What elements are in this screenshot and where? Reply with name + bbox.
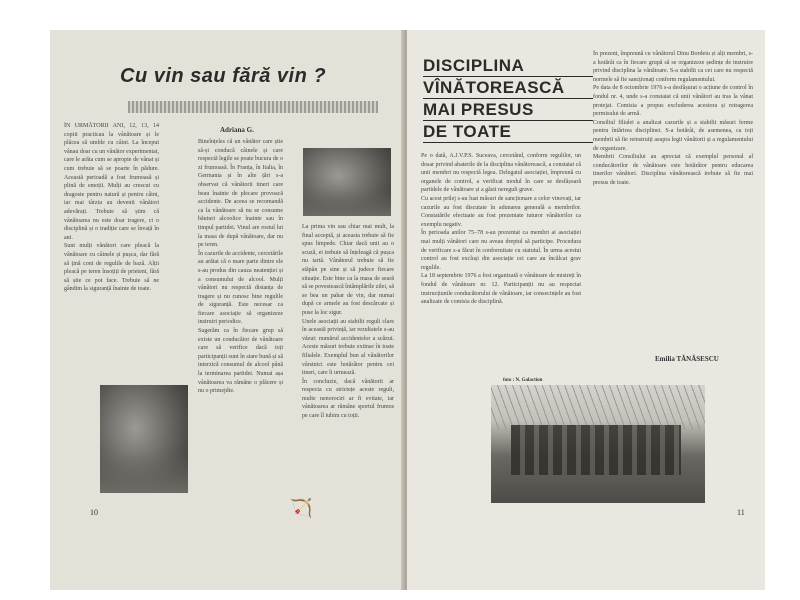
left-title-text: Cu vin sau fără vin ? <box>120 65 327 87</box>
paragraph: Consiliul filialei a analizat cazurile și a stabilit măsuri ferme pentru întărirea disciplinei. S-a hotărât, de asemenea, ca toți membrii să fie reinstruiți asupra legii vânătorii și a regulamentului de organizare. <box>593 119 753 152</box>
paragraph: La prima vin sau chiar mai mult, la final acceptă, și aceasta trebuie să fie spus limpede. Chiar dacă unii au o scuză, ei trebuie să înțeleagă că pușca nu iartă. Vânătorul trebuie să fie stăpân pe sine și să judece fiecare situație. Este bine ca la masa de seară să se povestească întâmplările zilei, să se bea un pahar de vin, dar numai după ce armele au fost descărcate și puse la loc sigur. <box>302 224 394 316</box>
title-line: DISCIPLINA <box>423 56 593 77</box>
photo-hunters <box>511 425 681 475</box>
photo-shading <box>100 450 188 493</box>
paragraph: În prezent, împreună cu vânătorul Dinu Bordeiu și alți membri, s-a hotărât ca în fiecare grupă să se organizeze ședințe de instruire privind disciplina la vânătoare. S-a stabilit ca cei care nu respectă normele să fie sancționați conform regulamentului. <box>593 51 753 83</box>
paragraph: Sunt mulți vânători care pleacă la vânătoare cu câinele și pușca, dar fără să țină cont de regulile de bază. Alții pleacă pe teren însoțiți de prieteni, fără să știe ce pot face. Trebuie să ne gândim la siguranță înainte de toate. <box>64 243 159 293</box>
paragraph: Cu acest prilej s-au luat măsuri de sancționare a celor vinovați, iar cazurile au fost discutate în adunarea generală a membrilor. Constatările efectuate au fost prezentate tuturor vânătorilor ca exemplu negativ. <box>421 195 581 228</box>
photo-caption: foto : N. Galaction <box>503 378 543 383</box>
paragraph: Bineînțeles că un vânător care știe să-și conducă câinele și care respectă legile se poate bucura de o zi frumoasă. În Franța, în Italia, în Germania și în alte țări s-a observat că vânătorii tineri care beau înainte de plecare provoacă accidente. De aceea se recomandă ca la vânătoare să nu se consume băuturi alcoolice înainte sau în timpul partidei. Vinul are rostul lui la masa de după vânătoare, dar nu pe teren. <box>198 139 283 249</box>
title-decoration <box>128 101 378 113</box>
right-column-2 <box>593 50 753 350</box>
page-number-right: 11 <box>737 508 745 517</box>
right-column-1 <box>421 152 581 382</box>
left-column-1 <box>64 122 159 392</box>
photo-trees <box>491 385 705 430</box>
author-name: Adriana G. <box>220 126 254 134</box>
article-signature: Emilia TĂNĂSESCU <box>655 355 719 363</box>
paragraph: Sugerăm ca în fiecare grup să existe un conducător de vânătoare care să verifice dacă toți participanții sunt în stare bună și să interzică consumul de alcool până la terminarea partidei. Numai așa vânătoarea va rămâne o plăcere și nu o primejdie. <box>198 328 283 395</box>
bird-close-up-photo <box>303 148 391 216</box>
paragraph: În concluzie, dacă vânătorii ar respecta cu strictețe aceste reguli, multe nenorociri ar fi evitate, iar vânătoarea ar rămâne sportul frumos pe care îl iubim cu toții. <box>302 378 394 420</box>
left-column-3 <box>302 223 394 543</box>
hunter-with-fish-photo <box>100 385 188 493</box>
left-article-title <box>120 65 380 95</box>
paragraph: În cazurile de accidente, cercetările au arătat că o mare parte dintre ele s-au produs din cauza neatenției și a consumului de alcool. Mulți vânători nu respectă distanța de tragere și nu cunosc bine regulile de siguranță. Este necesar ca fiecare asociație să organizeze instruiri periodice. <box>198 250 283 326</box>
paragraph: În perioada anilor 75–78 s-au prezentat ca membri ai asociației mai mulți vânători care nu aveau dreptul să participe. Procedura de verificare s-a făcut în conformitate cu statutul. În urma acestui control au fost excluși din asociație cei care au încălcat grav regulile. <box>421 230 581 271</box>
hunters-group-photo <box>491 385 705 503</box>
magazine-spread <box>50 30 765 590</box>
photo-shading <box>303 189 391 216</box>
paragraph: Membrii Consiliului au apreciat că exemplul personal al conducătorilor de vânătoare este hotărâtor pentru educarea tinerilor vânători. Disciplina vânătorească trebuie să fie mai presus de toate. <box>593 154 753 186</box>
paragraph: La 18 septembrie 1976 a fost organizată o vânătoare de mistreți în fondul de vânătoare nr. 12. Participanții nu au respectat instrucțiunile conducătorului de vânătoare, iar consecințele au fost analizate de comisia de disciplină. <box>421 273 581 306</box>
paragraph: Unele asociații au stabilit reguli clare în această privință, iar rezultatele s-au văzut: numărul accidentelor a scăzut. Aceste măsuri trebuie extinse în toate filialele. Exemplul bun al vânătorilor vârstnici este hotărâtor pentru cei tineri, care îi urmează. <box>302 318 394 377</box>
left-page <box>50 30 405 590</box>
page-number-left: 10 <box>90 508 98 517</box>
title-line: VÎNĂTOREASCĂ <box>423 78 593 99</box>
paragraph: ÎN URMĂTORII ANI, 12, 13, 14 copiii practicau la vânătoare și le plăcea să umble cu câini. La început vânau doar cu un vânător experimentat, care le arăta cum se apropie de vânat și cum trebuie să se poarte în pădure. Această perioadă a fost frumoasă și plină de emoții. Mulți au crescut cu dragoste pentru natură și pentru câini, iar mai târziu au devenit vânători adevărați. Trebuie să știm că vânătoarea nu este doar tragere, ci o disciplină și o tradiție care se învață în ani. <box>64 123 159 241</box>
title-line: MAI PRESUS <box>423 100 593 121</box>
paragraph: Pe o dată, A.J.V.P.S. Suceava, cercetând, conform regulilor, un dosar privind abaterile de la disciplina vânătorească, a constatat că unii membri nu respectă legea. Delegatul asociației, împreună cu organele de control, a verificat modul în care se desfășoară partidele de vânătoare și a găsit nereguli grave. <box>421 153 581 194</box>
left-column-2 <box>198 138 283 538</box>
paragraph: Pe data de 8 octombrie 1976 s-a desfășurat o acțiune de control în fondul nr. 4, unde s-a constatat că unii vânători au tras la vânat protejat. Comisia a propus excluderea acestora și retragerea permisului de armă. <box>593 85 753 118</box>
title-line: DE TOATE <box>423 122 593 143</box>
hunter-silhouette-icon: 🏹 <box>290 498 313 518</box>
right-page <box>407 30 765 590</box>
right-article-title <box>423 56 593 144</box>
